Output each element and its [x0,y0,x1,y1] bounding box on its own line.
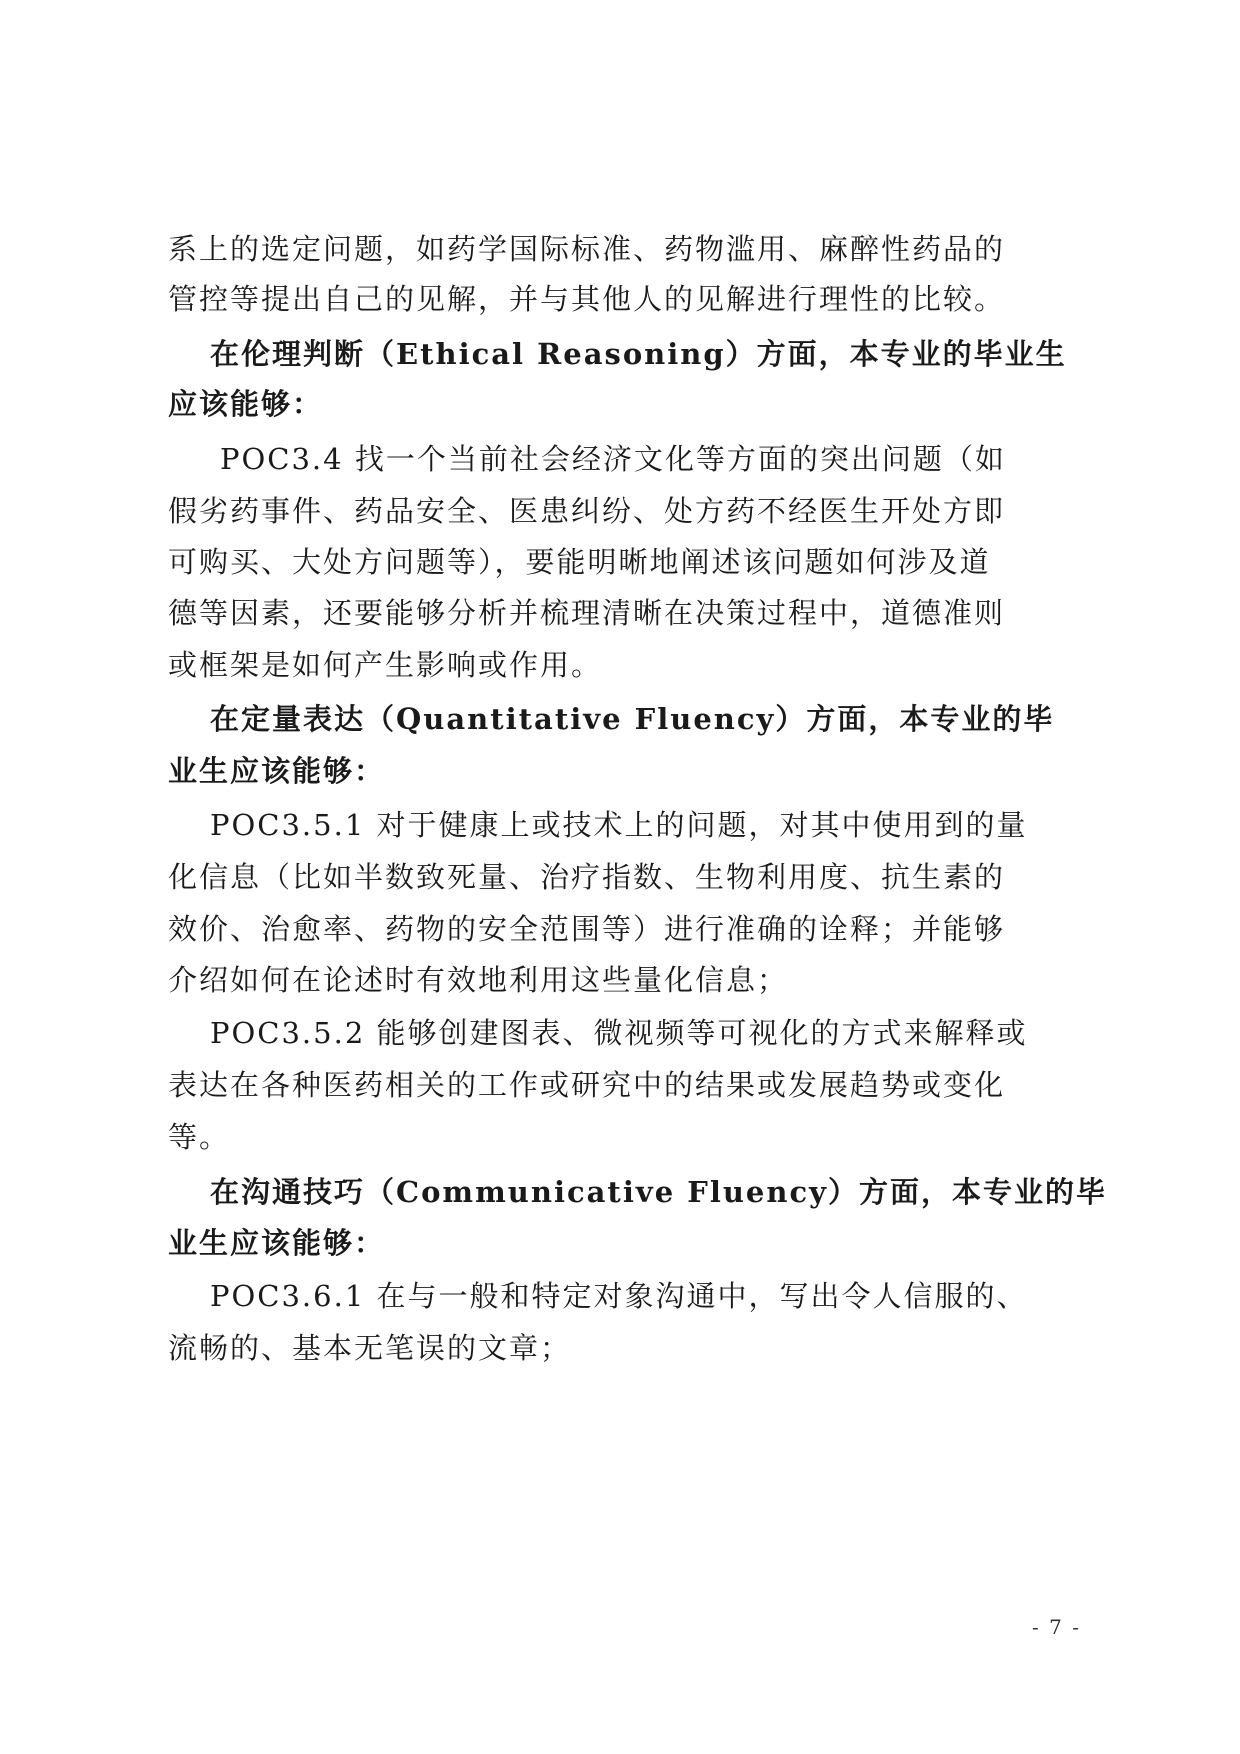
section-heading-line: 应该能够： [168,387,324,421]
page-number: - 7 - [1032,1615,1081,1639]
section-heading-line: 在伦理判断（Ethical Reasoning）方面，本专业的毕业生 [210,337,1067,371]
text-line: 表达在各种医药相关的工作或研究中的结果或发展趋势或变化 [168,1068,1006,1102]
section-heading-line: 在定量表达（Quantitative Fluency）方面，本专业的毕 [210,702,1055,736]
text-line: POC3.5.2 能够创建图表、微视频等可视化的方式来解释或 [210,1016,1028,1050]
text-line: 或框架是如何产生影响或作用。 [168,648,603,682]
text-line: 等。 [168,1120,231,1154]
text-line: 德等因素，还要能够分析并梳理清晰在决策过程中，道德准则 [168,596,1006,630]
text-line: 假劣药事件、药品安全、医患纠纷、处方药不经医生开处方即 [168,494,1006,528]
text-line: 系上的选定问题，如药学国际标准、药物滥用、麻醉性药品的 [168,232,1006,266]
text-line: 化信息（比如半数致死量、治疗指数、生物利用度、抗生素的 [168,860,1006,894]
section-heading-line: 业生应该能够： [168,754,386,788]
section-heading-line: 业生应该能够： [168,1226,386,1260]
text-line: 流畅的、基本无笔误的文章； [168,1331,572,1365]
text-line: 介绍如何在论述时有效地利用这些量化信息； [168,963,789,997]
text-line: POC3.4 找一个当前社会经济文化等方面的突出问题（如 [220,442,1006,476]
text-line: POC3.5.1 对于健康上或技术上的问题，对其中使用到的量 [210,808,1028,842]
text-line: POC3.6.1 在与一般和特定对象沟通中，写出令人信服的、 [210,1279,1028,1313]
text-line: 可购买、大处方问题等），要能明晰地阐述该问题如何涉及道 [168,545,991,579]
text-line: 效价、治愈率、药物的安全范围等）进行准确的诠释；并能够 [168,912,1006,946]
section-heading-line: 在沟通技巧（Communicative Fluency）方面，本专业的毕 [210,1175,1107,1209]
text-line: 管控等提出自己的见解，并与其他人的见解进行理性的比较。 [168,282,1006,316]
